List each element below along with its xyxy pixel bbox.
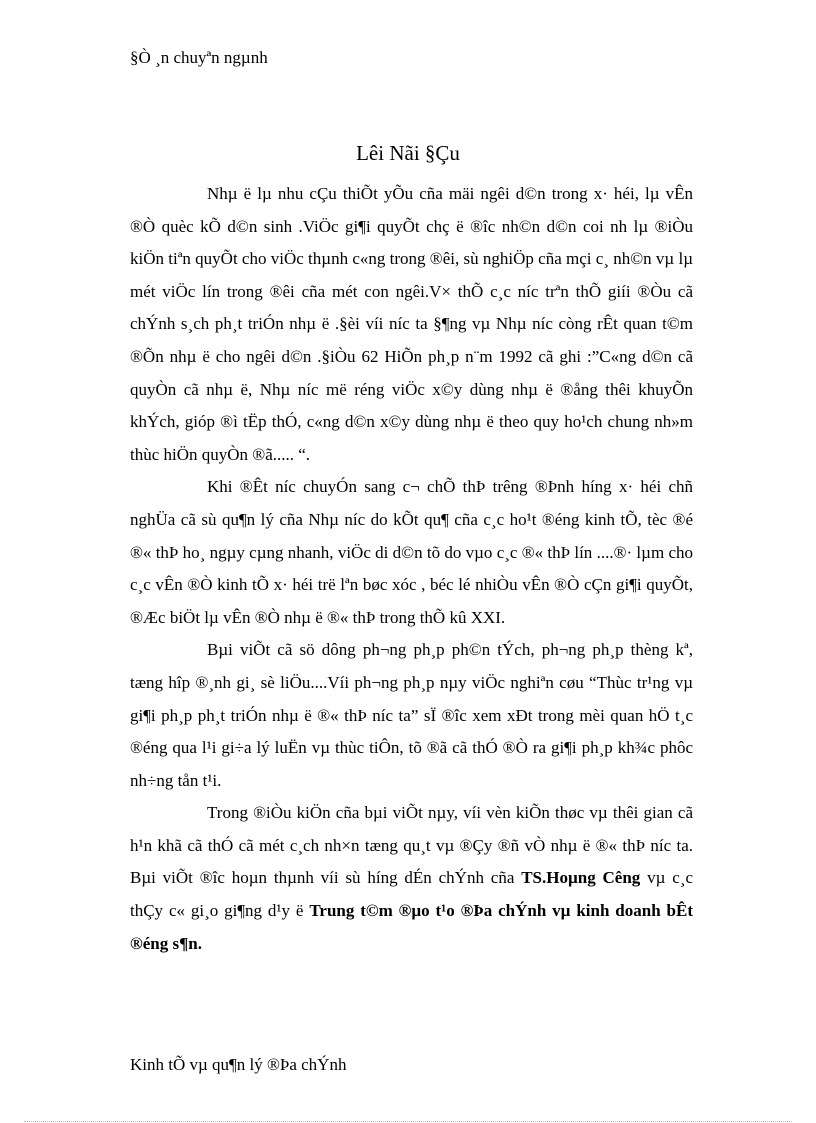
page-title: Lêi Nãi §Çu xyxy=(356,141,460,165)
paragraph-text: Trong ®iÒu kiÖn cña bµi viÕt nµy, víi vèn kiÕn thøc vµ thêi gian cã h¹n khã cã thÓ cã mét c¸ch nh×n tæng qu¸t vµ ®Çy ®ñ vÒ nhµ ë ®« thÞ níc ta. Bµi viÕt ®îc hoµn thµnh víi sù híng dÉn chÝnh cña xyxy=(130,803,693,888)
body-text xyxy=(130,178,693,960)
paragraph-text: Khi ®Êt níc chuyÓn sang c¬ chÕ thÞ trêng ®Þnh híng x· héi chñ nghÜa cã sù qu¶n lý cña Nhµ níc do kÕt qu¶ cña c¸c ho¹t ®éng kinh tÕ, tèc ®é ®« thÞ ho¸ ngµy cµng nhanh, viÖc di d©n tõ do vµo c¸c ®« thÞ lín ....®· lµm cho c¸c vÊn ®Ò kinh tÕ x· héi trë lªn bøc xóc , béc lé nhiÒu vÊn ®Ò cÇn gi¶i quyÕt, ®Æc biÖt lµ vÊn ®Ò nhµ ë ®« thÞ trong thÕ kû XXI. xyxy=(130,477,693,627)
running-footer: Kinh tÕ vµ qu¶n lý ®Þa chÝnh xyxy=(130,1055,347,1074)
paragraph-text: Nhµ ë lµ nhu cÇu thiÕt yÕu cña mäi ngêi d©n trong x· héi, lµ vÊn ®Ò quèc kÕ d©n sinh .ViÖc gi¶i quyÕt chç ë ®îc nh©n d©n coi nh lµ ®iÒu kiÖn tiªn quyÕt cho viÖc thµnh c«ng trong ®êi, sù nghiÖp cña mçi c¸ nh©n vµ lµ mét viÖc lín trong ®êi cña mét con ngêi.V× thÕ c¸c níc trªn thÕ giíi ®Òu cã chÝnh s¸ch ph¸t triÓn nhµ ë .§èi víi níc ta §¶ng vµ Nhµ níc còng rÊt quan t©m ®Õn nhµ ë cho ngêi d©n .§iÒu 62 HiÕn ph¸p n¨m 1992 cã ghi :”C«ng d©n cã quyÒn cã nhµ ë, Nhµ níc më réng viÖc x©y dùng nhµ ë ®ång thêi khuyÕn khÝch, gióp ®ì tËp thÓ, c«ng d©n x©y dùng nhµ ë theo quy ho¹ch chung nh»m thùc hiÖn quyÒn ®ã..... “. xyxy=(130,184,693,464)
paragraph-1 xyxy=(130,178,693,471)
paragraph-text: vµ c¸c thÇy c« gi¸o gi¶ng d¹y ë xyxy=(130,868,693,921)
paragraph-4 xyxy=(130,797,693,960)
running-header: §Ò ¸n chuyªn ngµnh xyxy=(130,48,268,67)
page-bottom-divider xyxy=(24,1121,792,1122)
institution-name: Trung t©m ®µo t¹o ®Þa chÝnh vµ kinh doanh bÊt ®éng s¶n. xyxy=(130,901,693,953)
paragraph-text: Bµi viÕt cã sö dông ph¬ng ph¸p ph©n tÝch, ph¬ng ph¸p thèng kª, tæng hîp ®¸nh gi¸ sè liÖu....Víi ph¬ng ph¸p nµy viÖc nghiªn cøu “Thùc tr¹ng vµ gi¶i ph¸p ph¸t triÓn nhµ ë ®« thÞ níc ta” sÏ ®îc xem xÐt trong mèi quan hÖ t¸c ®éng qua l¹i gi÷a lý luËn vµ thùc tiÔn, tõ ®ã cã thÓ ®Ò ra gi¶i ph¸p kh¾c phôc nh÷ng tån t¹i. xyxy=(130,640,693,790)
paragraph-3 xyxy=(130,634,693,797)
paragraph-2 xyxy=(130,471,693,634)
advisor-name: TS.Hoµng Cêng xyxy=(521,868,641,888)
